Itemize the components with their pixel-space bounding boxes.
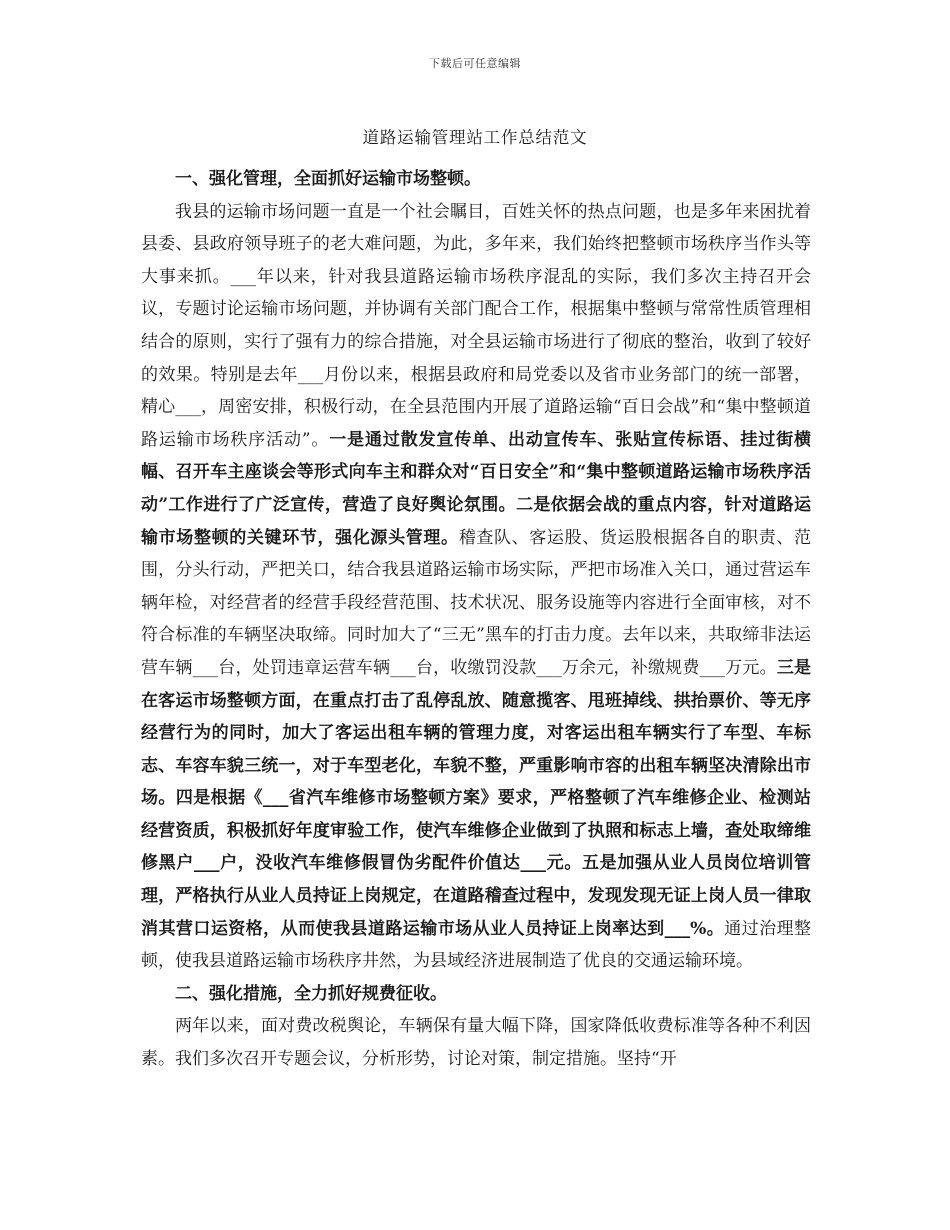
paragraph-text: 稽查队、客运股、货运股根据各自的职责、范围，分头行动，严把关口，结合我县道路运输市场实际，严把市场准入关口，通过营运车辆年检，对经营者的经营手段经营范围、技术状况、服务设施等内容进行全面审核，对不符合标准的车辆坚决取缔。同时加大了“三无”黑车的打击力度。去年以来，共取缔非法运营车辆___台，处罚违章运营车辆___台，收缴罚没款___万余元，补缴规费___万元。 (141, 527, 812, 678)
document-body (141, 163, 811, 1076)
paragraph-bold-text: 一是通过散发宣传单、出动宣传车、张贴宣传标语、挂过街横幅、召开车主座谈会等形式向车主和群众对“百日安全”和“集中整顿道路运输市场秩序活动”工作进行了广泛宣传，营造了良好舆论氛围。二是依据会战的重点内容，针对道路运输市场整顿的关键环节，强化源头管理。 (141, 429, 811, 548)
section-heading-1: 一、强化管理，全面抓好运输市场整顿。 (175, 169, 481, 189)
paragraph-text: 我县的运输市场问题一直是一个社会瞩目，百姓关怀的热点问题，也是多年来困扰着县委、县政府领导班子的老大难问题，为此，多年来，我们始终把整顿市场秩序当作头等大事来抓。___年以来，针对我县道路运输市场秩序混乱的实际，我们多次主持召开会议，专题讨论运输市场问题，并协调有关部门配合工作，根据集中整顿与常常性质管理相结合的原则，实行了强有力的综合措施，对全县运输市场进行了彻底的整治，收到了较好的效果。特别是去年___月份以来，根据县政府和局党委以及省市业务部门的统一部署，精心___，周密安排，积极行动，在全县范围内开展了道路运输“百日会战”和“集中整顿道路运输市场秩序活动”。 (141, 201, 811, 450)
paragraph-text: 通过治理整顿，使我县道路运输市场秩序井然，为县域经济进展制造了优良的交通运输环境。 (141, 918, 812, 972)
document-title: 道路运输管理站工作总结范文 (362, 128, 588, 147)
paragraph-bold-text: 三是在客运市场整顿方面，在重点打击了乱停乱放、随意揽客、甩班掉线、拱抬票价、等无序经营行为的同时，加大了客运出租车辆的管理力度，对客运出租车辆实行了车型、车标志、车容车貌三统一，对于车型老化，车貌不整，严重影响市容的出租车辆坚决清除出市场。四是根据《___省汽车维修市场整顿方案》要求，严格整顿了汽车维修企业、检测站经营资质，积极抓好年度审验工作，使汽车维修企业做到了执照和标志上墙，查处取缔维修黑户___户，没收汽车维修假冒伪劣配件价值达___元。五是加强从业人员岗位培训管理，严格执行从业人员持证上岗规定，在道路稽查过程中，发现发现无证上岗人员一律取消其营口运资格，从而使我县道路运输市场从业人员持证上岗率达到___%。 (141, 657, 812, 939)
section-paragraph-2 (141, 1010, 811, 1075)
paragraph-text: 两年以来，面对费改税舆论，车辆保有量大幅下降，国家降低收费标准等各种不利因素。我们多次召开专题会议，分析形势，讨论对策，制定措施。坚持“开 (141, 1016, 811, 1070)
section-heading-2: 二、强化措施，全力抓好规费征收。 (175, 983, 447, 1004)
header-note: 下载后可任意编辑 (429, 57, 521, 70)
section-paragraph-1 (141, 196, 811, 978)
